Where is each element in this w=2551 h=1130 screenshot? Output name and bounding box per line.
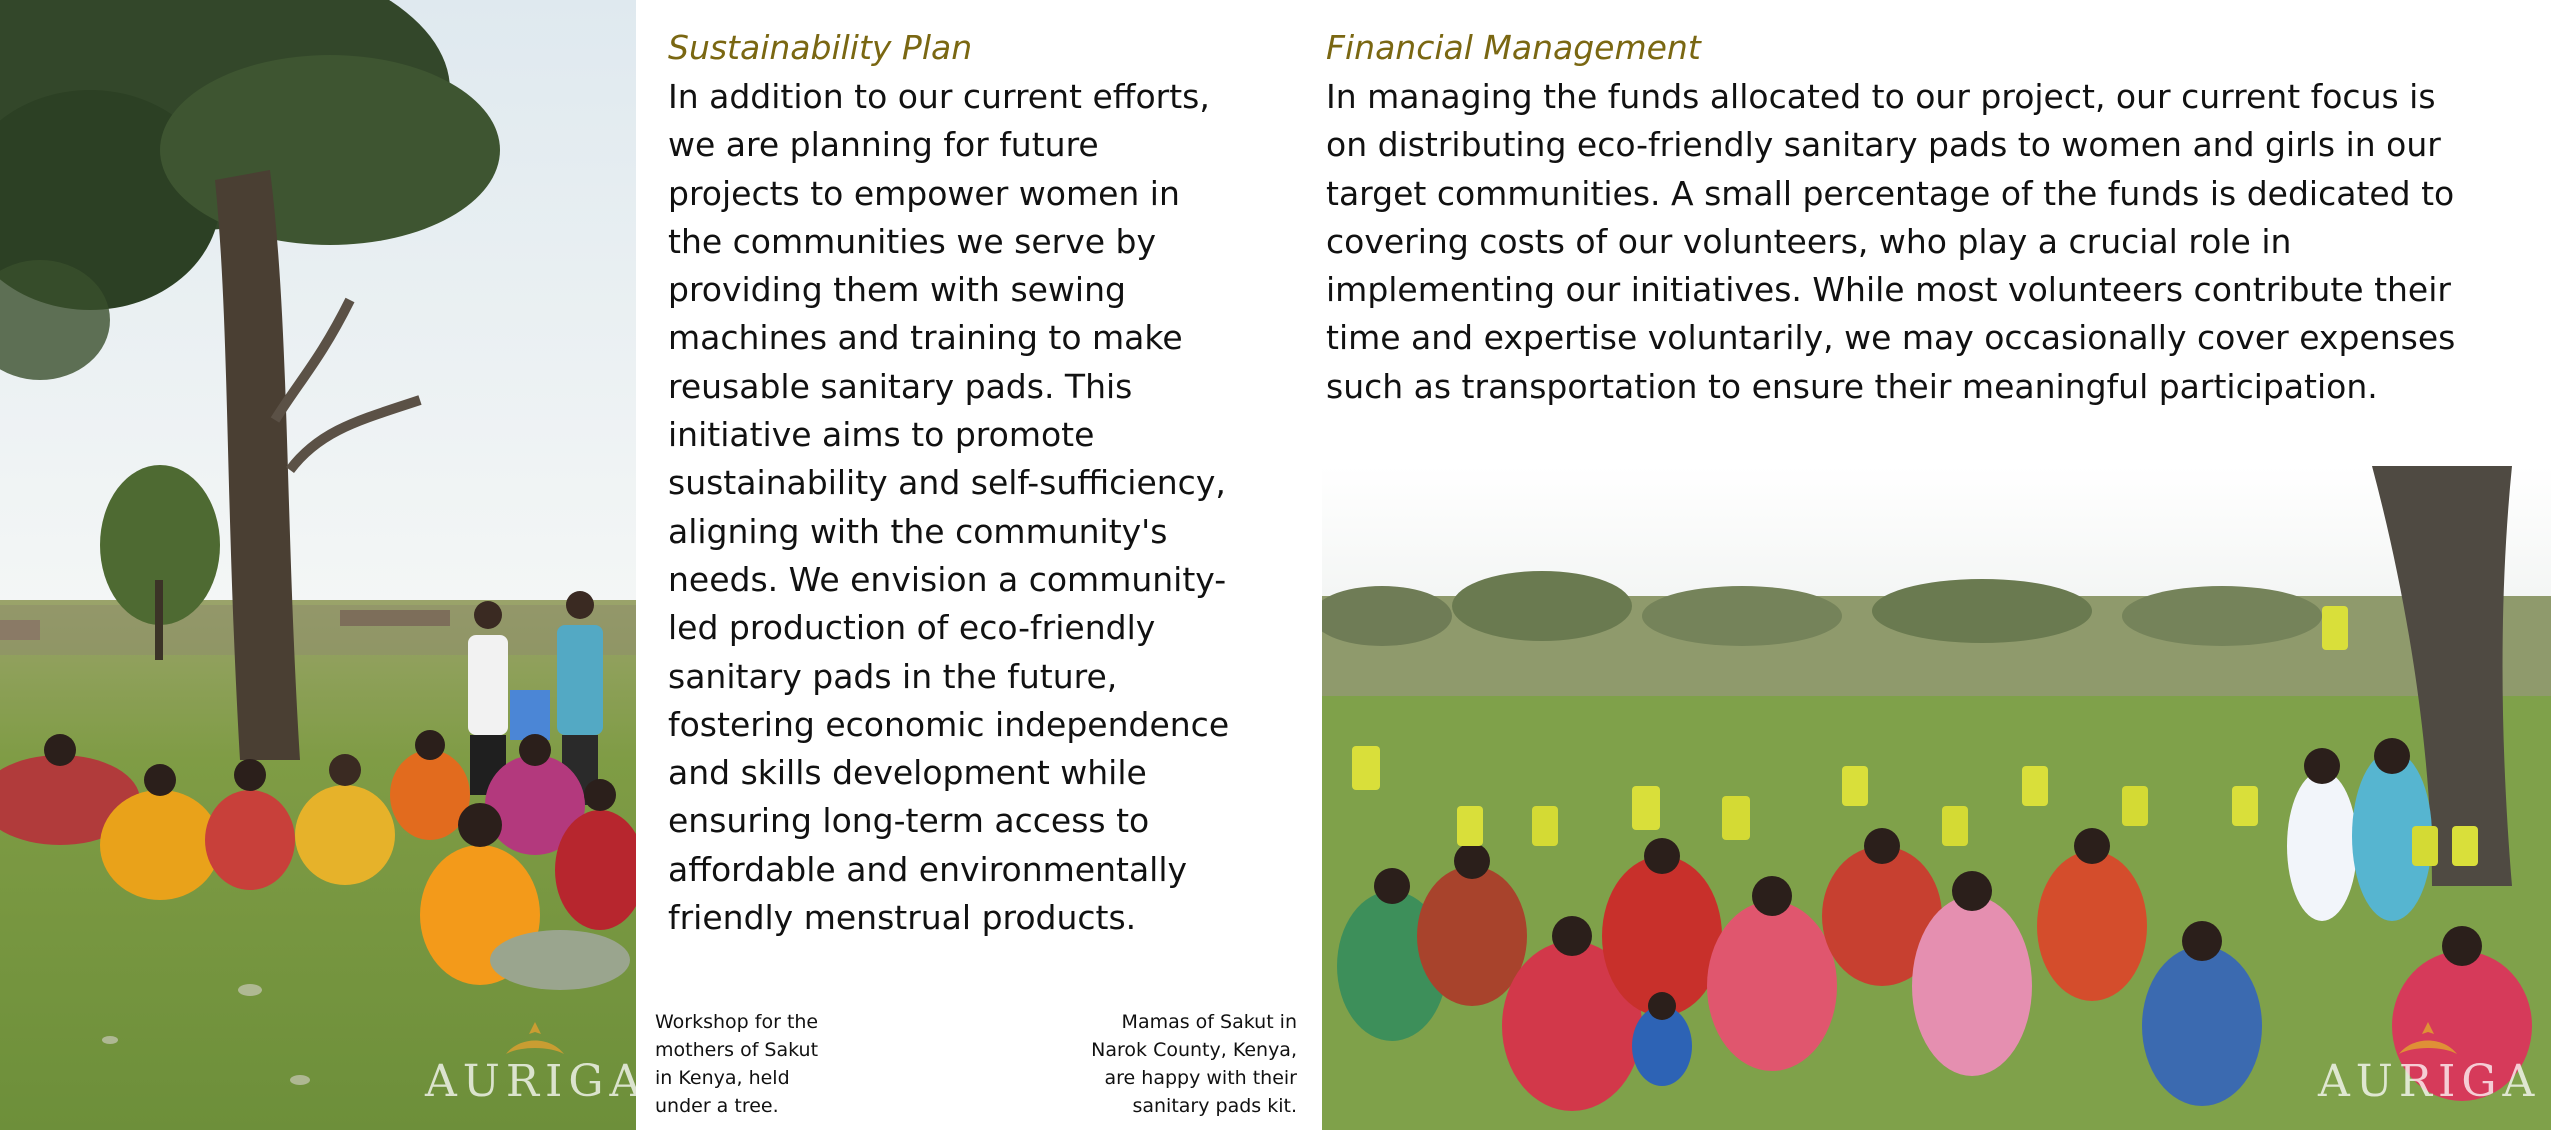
sustainability-heading: Sustainability Plan bbox=[668, 28, 973, 67]
financial-line: time and expertise voluntarily, we may occasionally cover expenses bbox=[1326, 318, 2456, 358]
caption-line: under a tree. bbox=[655, 1095, 779, 1117]
auriga-watermark bbox=[425, 1018, 648, 1107]
sustainability-line: and skills development while bbox=[668, 753, 1147, 793]
crest-icon bbox=[2393, 1018, 2463, 1060]
sustainability-line: In addition to our current efforts, bbox=[668, 77, 1210, 116]
sustainability-line: providing them with sewing bbox=[668, 270, 1126, 310]
sustainability-line: aligning with the community's bbox=[668, 511, 1168, 551]
caption-line: sanitary pads kit. bbox=[1132, 1095, 1297, 1117]
sustainability-line: sanitary pads in the future, bbox=[668, 656, 1118, 696]
financial-line: such as transportation to ensure their meaningful participation. bbox=[1326, 366, 2378, 406]
sustainability-line: fostering economic independence bbox=[668, 704, 1230, 744]
sustainability-line: led production of eco-friendly bbox=[668, 608, 1156, 648]
sustainability-line: reusable sanitary pads. This bbox=[668, 366, 1133, 406]
financial-heading: Financial Management bbox=[1326, 28, 1701, 67]
caption-line: Narok County, Kenya, bbox=[1091, 1039, 1297, 1061]
sustainability-line: sustainability and self-sufficiency, bbox=[668, 463, 1226, 503]
caption-line: Mamas of Sakut in bbox=[1121, 1011, 1297, 1033]
caption-line: mothers of Sakut bbox=[655, 1039, 819, 1061]
financial-paragraph bbox=[1326, 73, 2541, 411]
sustainability-line: affordable and environmentally bbox=[668, 849, 1188, 889]
auriga-watermark bbox=[2318, 1018, 2541, 1107]
financial-line: In managing the funds allocated to our project, our current focus is bbox=[1326, 77, 2436, 116]
sustainability-line: we are planning for future bbox=[668, 125, 1099, 165]
mamas-caption bbox=[1017, 1008, 1297, 1120]
caption-line: are happy with their bbox=[1104, 1067, 1297, 1089]
crest-icon bbox=[500, 1018, 570, 1060]
sustainability-line: machines and training to make bbox=[668, 318, 1183, 358]
watermark-text: AURIGA bbox=[2318, 1056, 2541, 1107]
caption-line: in Kenya, held bbox=[655, 1067, 790, 1089]
watermark-text: AURIGA bbox=[425, 1056, 648, 1107]
workshop-photo bbox=[0, 0, 636, 1130]
sustainability-line: friendly menstrual products. bbox=[668, 898, 1137, 938]
sustainability-line: the communities we serve by bbox=[668, 221, 1157, 261]
caption-line: Workshop for the bbox=[655, 1011, 819, 1033]
financial-line: on distributing eco-friendly sanitary pads to women and girls in our bbox=[1326, 125, 2441, 165]
financial-line: implementing our initiatives. While most volunteers contribute their bbox=[1326, 270, 2451, 310]
sustainability-line: initiative aims to promote bbox=[668, 415, 1095, 455]
sustainability-line: projects to empower women in bbox=[668, 173, 1180, 213]
sustainability-line: needs. We envision a community- bbox=[668, 559, 1227, 599]
workshop-caption bbox=[655, 1008, 855, 1120]
financial-line: covering costs of our volunteers, who play a crucial role in bbox=[1326, 221, 2292, 261]
sustainability-line: ensuring long-term access to bbox=[668, 801, 1150, 841]
financial-line: target communities. A small percentage of the funds is dedicated to bbox=[1326, 173, 2455, 213]
sustainability-paragraph bbox=[668, 73, 1238, 942]
